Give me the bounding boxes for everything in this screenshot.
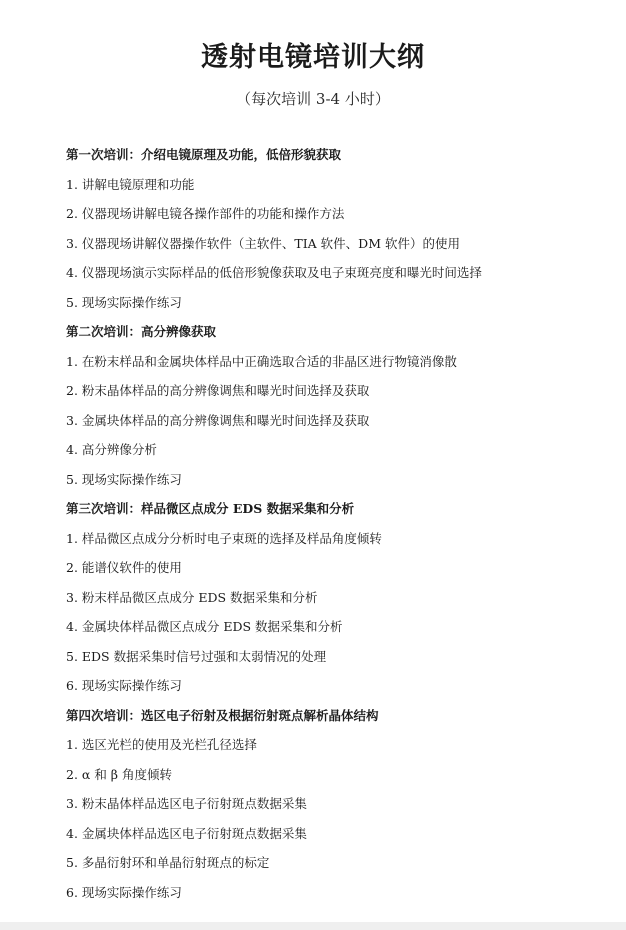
list-item: 3. 粉末晶体样品选区电子衍射斑点数据采集 [66, 796, 307, 811]
list-item: 6. 现场实际操作练习 [66, 678, 182, 693]
section-heading: 第二次培训：高分辨像获取 [66, 324, 217, 339]
list-item: 2. 仪器现场讲解电镜各操作部件的功能和操作方法 [66, 206, 345, 221]
list-item: 2. α 和 β 角度倾转 [66, 766, 172, 782]
list-item: 4. 金属块体样品选区电子衍射斑点数据采集 [66, 825, 307, 841]
list-item: 4. 金属块体样品微区点成分 EDS 数据采集和分析 [66, 619, 343, 634]
document-title: 透射电镜培训大纲 [201, 42, 425, 73]
list-item: 5. EDS 数据采集时信号过强和太弱情况的处理 [66, 648, 327, 664]
section-heading: 第四次培训：选区电子衍射及根据衍射斑点解析晶体结构 [66, 707, 379, 723]
list-item: 3. 金属块体样品的高分辨像调焦和曝光时间选择及获取 [66, 412, 370, 428]
list-item: 3. 仪器现场讲解仪器操作软件（主软件、TIA 软件、DM 软件）的使用 [66, 235, 460, 251]
list-item: 5. 多晶衍射环和单晶衍射斑点的标定 [66, 855, 270, 870]
list-item: 1. 讲解电镜原理和功能 [66, 176, 195, 192]
list-item: 2. 粉末晶体样品的高分辨像调焦和曝光时间选择及获取 [66, 383, 370, 398]
list-item: 1. 在粉末样品和金属块体样品中正确选取合适的非晶区进行物镜消像散 [66, 353, 457, 369]
list-item: 5. 现场实际操作练习 [66, 471, 182, 487]
list-item: 3. 粉末样品微区点成分 EDS 数据采集和分析 [66, 589, 318, 605]
document-body [66, 140, 606, 907]
list-item: 4. 高分辨像分析 [66, 442, 157, 457]
document-subtitle: （每次培训 3-4 小时） [236, 90, 390, 108]
section-heading: 第三次培训：样品微区点成分 EDS 数据采集和分析 [66, 501, 355, 516]
list-item: 1. 样品微区点成分分析时电子束斑的选择及样品角度倾转 [66, 530, 382, 546]
list-item: 4. 仪器现场演示实际样品的低倍形貌像获取及电子束斑亮度和曝光时间选择 [66, 265, 482, 280]
section-heading: 第一次培训：介绍电镜原理及功能，低倍形貌获取 [66, 147, 342, 162]
list-item: 1. 选区光栏的使用及光栏孔径选择 [66, 737, 257, 752]
list-item: 6. 现场实际操作练习 [66, 884, 182, 900]
list-item: 2. 能谱仪软件的使用 [66, 560, 182, 575]
list-item: 5. 现场实际操作练习 [66, 294, 182, 310]
